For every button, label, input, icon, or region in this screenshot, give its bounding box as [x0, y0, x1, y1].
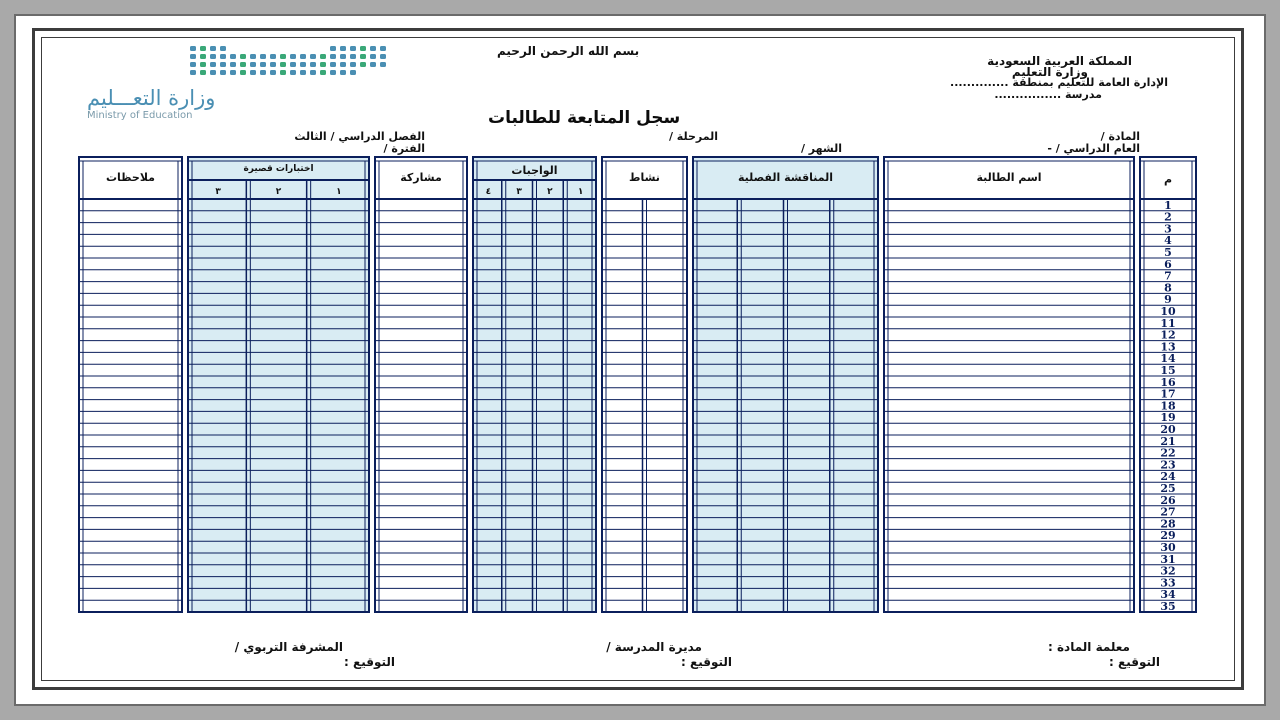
row-number: 27 — [1160, 505, 1176, 519]
ministry-label: وزارة التعليم — [1011, 65, 1088, 79]
row-number: 24 — [1160, 470, 1176, 484]
row-number: 7 — [1164, 269, 1172, 283]
row-number: 8 — [1164, 281, 1172, 295]
supervisor-signature: التوقيع : — [344, 655, 395, 669]
header-quizzes: اختبارات قصيرة — [243, 164, 314, 174]
kingdom-label: المملكة العربية السعودية — [987, 54, 1132, 68]
row-number: 19 — [1160, 411, 1176, 425]
row-number: 5 — [1164, 246, 1172, 259]
discussion-shade — [693, 157, 878, 612]
row-number: 21 — [1160, 434, 1176, 448]
homework-sub-number: ٢ — [547, 187, 553, 197]
row-number: 13 — [1160, 340, 1176, 354]
row-number: 6 — [1164, 257, 1172, 271]
principal-signature: التوقيع : — [681, 655, 732, 669]
year-label: العام الدراسي / - — [1047, 142, 1140, 155]
teacher-label: معلمة المادة : — [1048, 640, 1130, 654]
header-participation: مشاركة — [400, 171, 442, 184]
row-number: 9 — [1164, 293, 1172, 307]
row-number: 35 — [1160, 600, 1176, 613]
principal-label: مديرة المدرسة / — [606, 640, 702, 654]
row-number: 31 — [1160, 552, 1176, 566]
participation-border — [375, 157, 467, 612]
quiz-sub-number: ١ — [336, 187, 342, 197]
row-number: 1 — [1164, 198, 1172, 212]
row-number: 16 — [1160, 375, 1176, 389]
page-title: سجل المتابعة للطالبات — [488, 108, 681, 128]
row-number: 33 — [1160, 576, 1176, 590]
row-number: 28 — [1160, 517, 1176, 531]
header-notes: ملاحظات — [106, 171, 155, 184]
semester-label: الفصل الدراسي / الثالث — [294, 130, 425, 143]
name-border — [884, 157, 1134, 612]
header-activity: نشاط — [629, 171, 660, 184]
month-label: الشهر / — [800, 142, 842, 155]
logo-arabic-text: وزارة التعـــليم — [87, 86, 216, 110]
teacher-signature: التوقيع : — [1109, 655, 1160, 669]
header-discussion: المناقشة الفصلية — [737, 171, 834, 184]
directorate-label: الإدارة العامة للتعليم بمنطقة .............. — [950, 76, 1168, 89]
homework-sub-number: ١ — [577, 187, 584, 197]
header-number: م — [1163, 173, 1173, 186]
subject-label: المادة / — [1100, 130, 1140, 143]
row-number: 15 — [1160, 364, 1176, 377]
supervisor-label: المشرفة التربوي / — [234, 640, 343, 654]
quiz-sub-number: ٣ — [215, 187, 221, 197]
row-number: 3 — [1164, 222, 1172, 236]
row-number: 4 — [1164, 234, 1172, 248]
quiz-sub-number: ٢ — [275, 187, 282, 197]
quizzes-shade — [188, 157, 369, 612]
logo-english-text: Ministry of Education — [87, 110, 193, 121]
activity-border — [602, 157, 687, 612]
basmala: بسم الله الرحمن الرحيم — [497, 44, 640, 58]
row-number: 29 — [1160, 529, 1176, 543]
row-number: 25 — [1160, 482, 1176, 495]
notes-border — [79, 157, 182, 612]
header-homework: الواجبات — [511, 164, 558, 177]
row-number: 2 — [1164, 210, 1172, 224]
row-number: 14 — [1160, 352, 1176, 366]
homework-sub-number: ٤ — [485, 187, 492, 197]
row-number: 11 — [1160, 316, 1176, 330]
row-number: 17 — [1160, 387, 1176, 401]
row-number: 18 — [1160, 399, 1176, 413]
row-number: 23 — [1160, 458, 1176, 472]
homework-shade — [473, 157, 596, 612]
stage-label: المرحلة / — [668, 130, 718, 143]
row-number: 32 — [1160, 564, 1176, 578]
homework-sub-number: ٣ — [516, 187, 522, 197]
row-number: 30 — [1160, 541, 1176, 554]
header-student-name: اسم الطالبة — [976, 171, 1042, 184]
row-number: 10 — [1160, 305, 1176, 318]
row-number: 20 — [1160, 423, 1176, 436]
row-number: 22 — [1160, 446, 1176, 460]
row-number: 12 — [1160, 328, 1176, 342]
period-label: الفترة / — [383, 142, 425, 155]
row-number: 26 — [1160, 493, 1176, 507]
school-label: مدرسة ................ — [994, 88, 1102, 101]
row-number: 34 — [1160, 588, 1176, 602]
